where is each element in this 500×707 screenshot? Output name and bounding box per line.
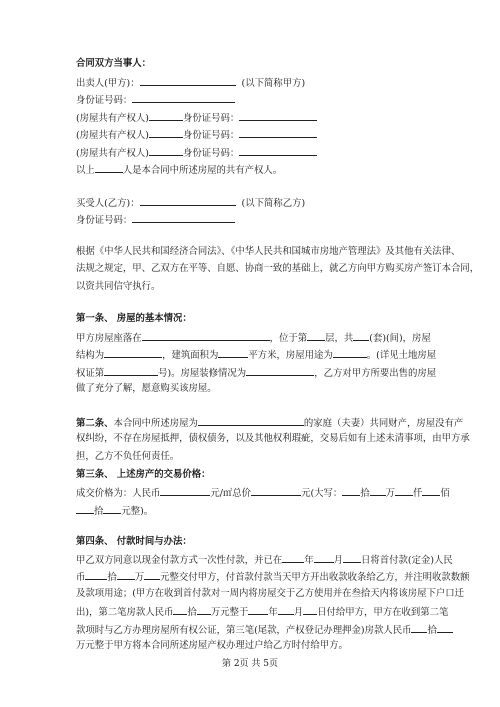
art4-text: 日付给甲方，甲方在收到第二笔 [317, 607, 449, 618]
seller-label: 出卖人(甲方)： [76, 78, 140, 89]
article-4-line-1 [76, 553, 453, 567]
art1-text: (套)(间)，房屋 [369, 333, 431, 344]
art3-text: 拾 [94, 506, 104, 517]
article-4-title: 第四条、 付款时间与办法： [76, 536, 192, 547]
art4-text: 拾 [187, 607, 197, 618]
floor-blank[interactable] [307, 331, 325, 341]
year-blank[interactable] [282, 553, 304, 563]
art1-text: 层，共 [325, 333, 354, 344]
art4-text: 万元整于甲方将本合同所述房屋产权办理过户给乙方时付给甲方。 [76, 640, 348, 651]
coowner-id-blank[interactable] [239, 128, 317, 138]
article-4-line-6 [76, 640, 436, 652]
parties-title: 合同双方当事人： [76, 58, 152, 69]
article-2-line-1 [76, 416, 464, 430]
coowner-line-3 [76, 146, 436, 160]
preamble-2: 法规之规定，甲、乙双方在平等、自愿、协商一致的基础上，就乙方向甲方购买房产签订本合同， [76, 263, 480, 274]
art4-text: 日将首付款(定金)人民 [361, 555, 453, 566]
art3-text: 仟 [413, 488, 423, 499]
art3-text: 拾 [360, 488, 370, 499]
article-1-line-2 [76, 348, 436, 362]
article-4-line-3: 及款项用途；(甲方在收到首付款对一周内将房屋交于乙方使用并在叁拾天内将该房屋下户口迁 [76, 588, 465, 599]
area-blank[interactable] [218, 348, 248, 358]
decoration-blank[interactable] [246, 366, 314, 376]
article-3-line-2 [76, 504, 436, 518]
art4-text: 甲乙双方同意以现金付款方式一次性付款，并已在 [76, 555, 283, 566]
coowner-id-blank[interactable] [239, 146, 317, 156]
art1-text: ，乙方对甲方所要出售的房屋 [314, 368, 437, 379]
art4-text: 万元整于 [210, 607, 249, 618]
month-blank[interactable] [314, 553, 334, 563]
month-blank[interactable] [278, 605, 294, 615]
coowner-count-blank[interactable] [95, 163, 123, 173]
coowner-note-prefix: 以上 [76, 165, 95, 176]
art1-text: 平方米，房屋用途为 [248, 350, 333, 361]
art1-text: 结构为 [76, 350, 105, 361]
art4-text: 拾 [427, 625, 437, 636]
total-blank[interactable] [353, 331, 369, 341]
amount-blank[interactable] [103, 504, 121, 514]
structure-blank[interactable] [104, 348, 162, 358]
coowner-name-blank[interactable] [149, 111, 183, 121]
art2-text: 本合同中所述房屋为 [113, 418, 198, 429]
article-2-line-3: 担，乙方不负任何责任。 [76, 451, 180, 462]
amount-blank[interactable] [76, 504, 94, 514]
id-label: 身份证号码： [76, 95, 133, 106]
seller-line [76, 76, 436, 90]
art4-text: 月 [293, 607, 304, 618]
art2-text: 的家庭（夫妻）共同财产，房屋没有产 [303, 418, 464, 429]
coowner-name-blank[interactable] [149, 128, 183, 138]
art4-text: 年 [268, 607, 278, 618]
art1-text: 甲方房屋座落在 [76, 333, 142, 344]
article-1-line-3 [76, 366, 436, 380]
art1-text: 。(详见土地房屋 [366, 350, 437, 361]
buyer-suffix: (以下简称乙方) [241, 198, 306, 209]
amount-blank[interactable] [342, 486, 360, 496]
coowner-note-suffix: 人是本合同中所述房屋的共有产权人。 [122, 165, 283, 176]
coowner-label: (房屋共有产权人) [76, 130, 149, 141]
article-2-line-2: 权纠纷，不存在房屋抵押，债权债务，以及其他权利瑕疵，交易后如有上述未清事项，由甲方承 [76, 433, 470, 444]
article-1-line-4: 做了充分了解，愿意购买该房屋。 [76, 383, 217, 394]
coowner-line-2 [76, 128, 436, 142]
art4-text: 元整交付甲方，付首款付款当天甲方开出收款收条给乙方，并注明收款数额 [160, 572, 470, 583]
coowner-id-blank[interactable] [239, 111, 317, 121]
amount-blank[interactable] [411, 623, 427, 633]
article-3-line-1 [76, 486, 450, 500]
art4-text: 出)，第二笔房款人民币 [76, 607, 174, 618]
amount-blank[interactable] [197, 605, 211, 615]
art4-text: 币 [76, 572, 86, 583]
amount-blank[interactable] [437, 623, 453, 633]
day-blank[interactable] [303, 605, 317, 615]
coowner-note [76, 163, 436, 177]
amount-blank[interactable] [173, 605, 187, 615]
article-4-line-4 [76, 605, 449, 619]
buyer-line [76, 196, 436, 210]
coowner-label: (房屋共有产权人) [76, 113, 149, 124]
location-blank[interactable] [142, 331, 270, 341]
seller-name-blank[interactable] [140, 76, 236, 86]
amount-blank[interactable] [422, 486, 440, 496]
preamble-1: 根据《中华人民共和国经济合同法》、《中华人民共和国城市房地产管理法》及其他有关法律、 [76, 246, 461, 257]
id-label: 身份证号码： [182, 130, 240, 141]
article-1-line-1 [76, 331, 436, 345]
art3-text: 元整)。 [121, 506, 154, 517]
certificate-blank[interactable] [104, 366, 158, 376]
art1-text: ，位于第 [269, 333, 308, 344]
art4-text: 拾 [107, 572, 117, 583]
art4-text: 月 [333, 555, 344, 566]
id-label: 身份证号码： [76, 215, 133, 226]
art1-text: 权证第 [76, 368, 105, 379]
day-blank[interactable] [343, 553, 361, 563]
article-4-line-5 [76, 623, 436, 637]
seller-id-blank[interactable] [132, 93, 235, 103]
art3-text: 成交价格为：人民币 [76, 488, 161, 499]
coowner-line-1 [76, 111, 436, 125]
art3-text: 元/㎡总价 [210, 488, 252, 499]
id-label: 身份证号码： [182, 148, 240, 159]
buyer-name-blank[interactable] [140, 196, 236, 206]
id-label: 身份证号码： [182, 113, 240, 124]
article-3-title: 第三条、 上述房产的交易价格： [76, 469, 211, 480]
amount-blank[interactable] [85, 570, 107, 580]
art1-text: 号)。房屋装修情况为 [158, 368, 247, 379]
preamble-3: 以资共同信守执行。 [76, 281, 161, 292]
art3-text: 万 [385, 488, 396, 499]
seller-id-line [76, 93, 436, 107]
unit-price-blank[interactable] [160, 486, 210, 496]
buyer-label: 买受人(乙方)： [76, 198, 140, 209]
amount-blank[interactable] [395, 486, 413, 496]
buyer-id-line [76, 213, 436, 227]
year-blank[interactable] [248, 605, 268, 615]
art4-text: 款项时与乙方办理房屋所有权公证，第三笔(尾款，产权登记办理押金)房款人民币 [76, 625, 412, 636]
owner-blank[interactable] [198, 416, 304, 426]
coowner-name-blank[interactable] [149, 146, 183, 156]
page-number: 第 2页 共 5页 [221, 659, 279, 669]
article-4-line-2 [76, 570, 470, 584]
art3-text: 佰 [440, 488, 450, 499]
art1-text: ，建筑面积为 [162, 350, 219, 361]
buyer-id-blank[interactable] [132, 213, 235, 223]
total-price-blank[interactable] [251, 486, 301, 496]
article-2-title: 第二条、 [76, 418, 114, 429]
seller-suffix: (以下简称甲方) [241, 78, 306, 89]
art4-text: 万 [134, 572, 145, 583]
usage-blank[interactable] [333, 348, 367, 358]
article-1-title: 第一条、 房屋的基本情况： [76, 313, 192, 324]
art3-text: 元(大写： [301, 488, 343, 499]
amount-blank[interactable] [117, 570, 135, 580]
amount-blank[interactable] [370, 486, 386, 496]
coowner-label: (房屋共有产权人) [76, 148, 149, 159]
amount-blank[interactable] [144, 570, 160, 580]
art4-text: 年 [304, 555, 314, 566]
